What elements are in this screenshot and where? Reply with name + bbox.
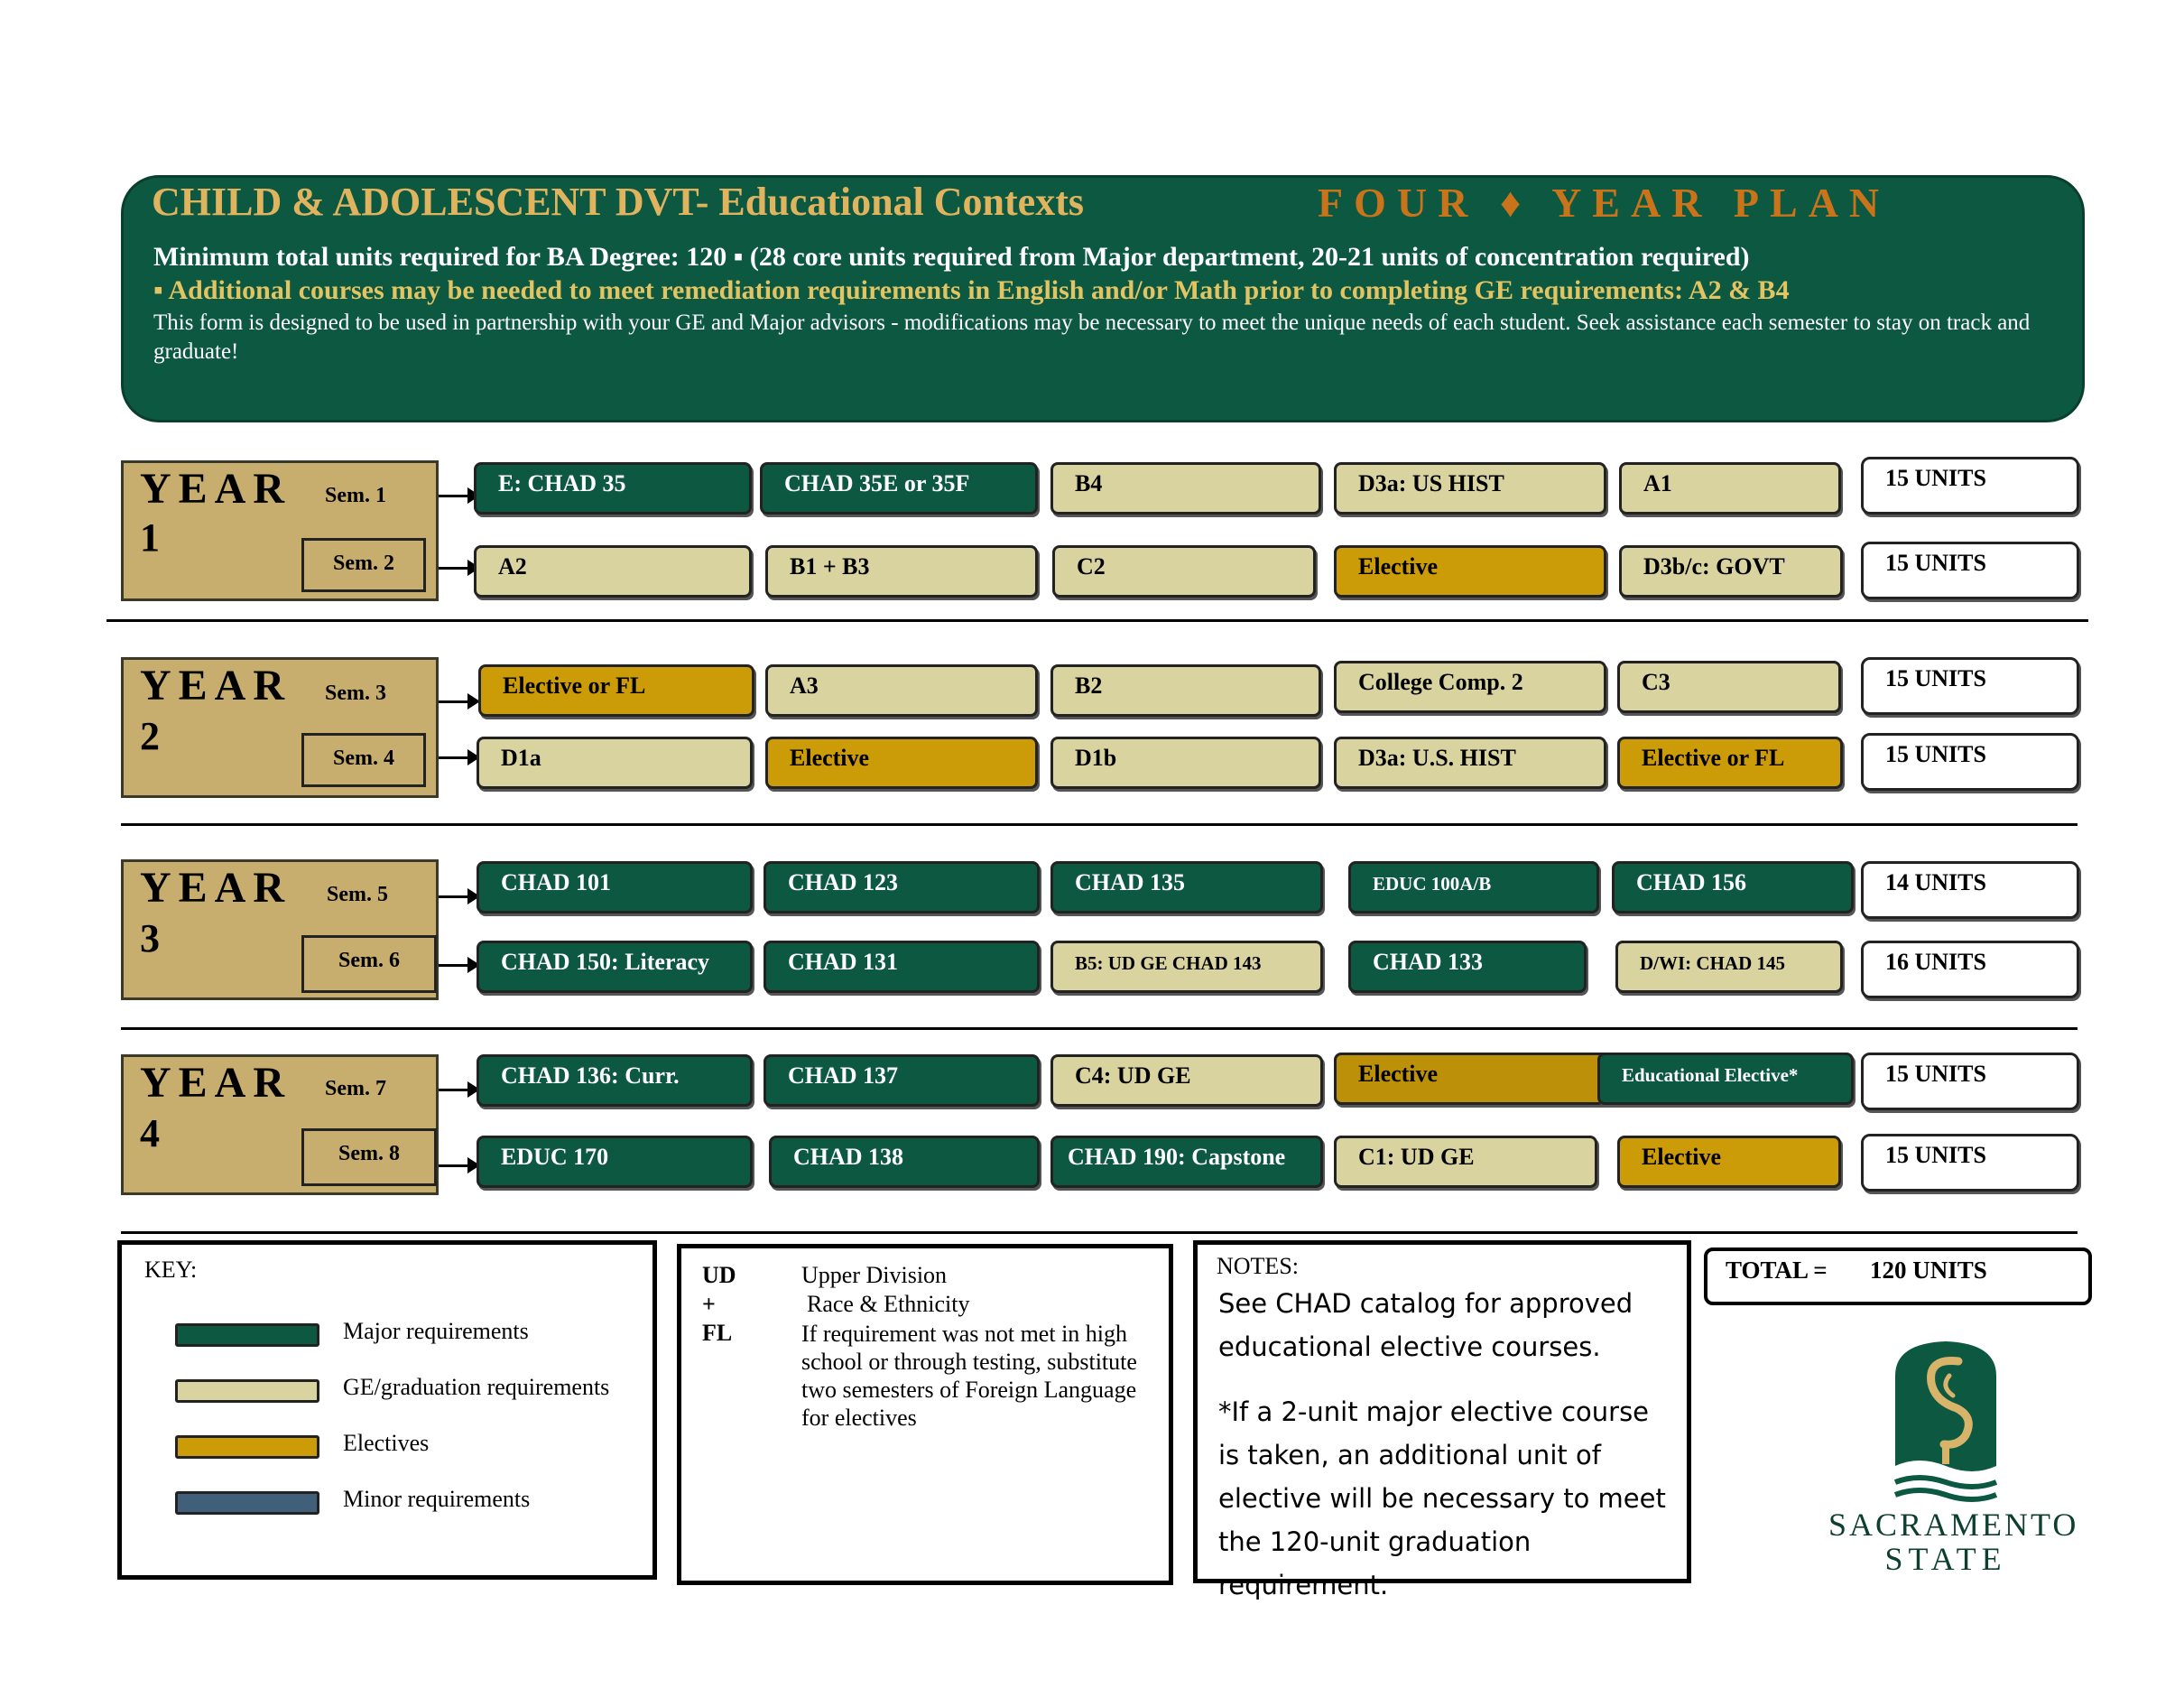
course-cell: EDUC 170: [477, 1136, 753, 1188]
course-cell: D1b: [1050, 737, 1321, 789]
course-cell: D3a: U.S. HIST: [1334, 737, 1606, 789]
sacramento-state-logo-icon: [1892, 1340, 2000, 1506]
units-cell: 15 UNITS: [1861, 542, 2079, 599]
course-cell: A3: [765, 664, 1038, 717]
key-swatch-ge: [175, 1379, 319, 1403]
units-cell: 15 UNITS: [1861, 657, 2079, 715]
divider: [121, 1027, 2078, 1030]
units-cell: 14 UNITS: [1861, 861, 2079, 919]
arrow-icon: [439, 1089, 475, 1091]
plan-title: FOUR ♦ YEAR PLAN: [1318, 180, 1891, 226]
course-cell: CHAD 137: [763, 1054, 1040, 1107]
year-number: 3: [140, 916, 160, 960]
semester-label: Sem. 2: [301, 538, 426, 592]
course-cell: Elective: [1617, 1136, 1841, 1188]
arrow-icon: [439, 964, 475, 967]
key-box: [117, 1240, 657, 1580]
divider: [121, 823, 2078, 826]
course-cell: Elective or FL: [478, 664, 754, 717]
course-cell: C3: [1617, 661, 1841, 713]
key-swatch-major: [175, 1323, 319, 1347]
logo-text-line1: SACRAMENTO: [1828, 1507, 2079, 1543]
divider: [106, 619, 2088, 622]
course-cell: CHAD 190: Capstone: [1050, 1136, 1323, 1188]
arrow-icon: [439, 700, 475, 703]
course-cell: CHAD 101: [477, 861, 753, 914]
semester-label: Sem. 7: [325, 1077, 386, 1100]
course-cell: CHAD 131: [763, 941, 1040, 993]
key-swatch-electives: [175, 1435, 319, 1459]
key-title: KEY:: [144, 1257, 198, 1283]
key-label: Electives: [343, 1430, 430, 1456]
course-cell: CHAD 156: [1612, 861, 1854, 914]
arrow-icon: [439, 1164, 475, 1167]
header-advisor-note: This form is designed to be used in partnership with your GE and Major advisors - modifications may be necessary to meet the unique needs of each student. Seek assistance each semester to stay on track and graduate!: [153, 311, 2031, 364]
units-cell: 15 UNITS: [1861, 1134, 2079, 1192]
course-cell: Elective: [765, 737, 1038, 789]
semester-label: Sem. 6: [301, 935, 437, 993]
units-cell: 15 UNITS: [1861, 457, 2079, 515]
course-cell: C4: UD GE: [1050, 1054, 1323, 1107]
course-cell: CHAD 35E or 35F: [760, 462, 1038, 515]
course-cell: B5: UD GE CHAD 143: [1050, 941, 1323, 993]
abbrev-definition: Upper Division: [801, 1262, 948, 1288]
arrow-icon: [439, 895, 475, 898]
course-cell: B4: [1050, 462, 1321, 515]
key-swatch-minor: [175, 1491, 319, 1515]
semester-label: Sem. 1: [325, 484, 386, 507]
units-cell: 15 UNITS: [1861, 733, 2079, 791]
year-label: YEAR: [140, 465, 292, 513]
course-cell: CHAD 133: [1348, 941, 1587, 993]
year-number: 1: [140, 515, 160, 560]
course-cell: A2: [474, 545, 752, 598]
course-cell: D3b/c: GOVT: [1619, 545, 1843, 598]
arrow-icon: [439, 495, 475, 497]
semester-label: Sem. 8: [301, 1128, 437, 1186]
course-cell: Elective or FL: [1617, 737, 1843, 789]
course-cell: B2: [1050, 664, 1321, 717]
abbrev-term: UD: [702, 1262, 736, 1288]
course-cell: Elective: [1334, 1053, 1614, 1105]
abbrev-term: FL: [702, 1320, 733, 1346]
arrow-icon: [439, 756, 475, 759]
semester-label: Sem. 3: [325, 682, 386, 705]
year-number: 2: [140, 714, 160, 758]
semester-label: Sem. 5: [327, 883, 388, 906]
abbrev-definition: Race & Ethnicity: [807, 1291, 970, 1317]
course-cell: C2: [1052, 545, 1316, 598]
course-cell: CHAD 150: Literacy: [477, 941, 753, 993]
year-number: 4: [140, 1111, 160, 1155]
notes-title: NOTES:: [1217, 1253, 1299, 1279]
course-cell: D1a: [477, 737, 753, 789]
semester-label: Sem. 4: [301, 733, 426, 787]
units-cell: 16 UNITS: [1861, 941, 2079, 998]
course-cell: E: CHAD 35: [474, 462, 752, 515]
abbrev-term: +: [702, 1291, 716, 1317]
course-cell: C1: UD GE: [1334, 1136, 1597, 1188]
course-cell: Elective: [1334, 545, 1606, 598]
units-cell: 15 UNITS: [1861, 1053, 2079, 1110]
course-cell: D3a: US HIST: [1334, 462, 1606, 515]
year-label: YEAR: [140, 1059, 292, 1107]
logo-text-line2: STATE: [1884, 1541, 2007, 1577]
course-cell: CHAD 138: [769, 1136, 1040, 1188]
page-title: CHILD & ADOLESCENT DVT- Educational Contexts: [152, 180, 1084, 224]
notes-paragraph: See CHAD catalog for approved educational elective courses.: [1218, 1288, 1633, 1362]
year-label: YEAR: [140, 662, 292, 710]
key-label: Major requirements: [343, 1318, 529, 1344]
course-cell: EDUC 100A/B: [1348, 861, 1599, 914]
total-value: 120 UNITS: [1870, 1257, 1987, 1284]
header-units-line: Minimum total units required for BA Degree: 120 ▪ (28 core units required from Major department, 20-21 units of concentration required): [153, 242, 1750, 272]
course-cell: CHAD 136: Curr.: [477, 1054, 753, 1107]
course-cell: B1 + B3: [765, 545, 1038, 598]
course-cell: CHAD 135: [1050, 861, 1323, 914]
course-cell: A1: [1619, 462, 1841, 515]
total-label: TOTAL =: [1726, 1257, 1828, 1284]
notes-paragraph: *If a 2-unit major elective course is taken, an additional unit of elective will be necessary to meet the 120-unit graduation requirement.: [1218, 1396, 1666, 1600]
course-cell: CHAD 123: [763, 861, 1040, 914]
abbrev-definition: If requirement was not met in high school or through testing, substitute two semesters of Foreign Language for electives: [801, 1321, 1137, 1431]
course-cell: D/WI: CHAD 145: [1615, 941, 1843, 993]
key-label: GE/graduation requirements: [343, 1374, 610, 1400]
arrow-icon: [439, 567, 475, 570]
course-cell: College Comp. 2: [1334, 661, 1606, 713]
divider: [121, 1231, 2078, 1234]
key-label: Minor requirements: [343, 1486, 531, 1512]
year-label: YEAR: [140, 864, 292, 912]
header-remediation-line: ▪ Additional courses may be needed to meet remediation requirements in English and/or Math prior to completing GE requirements: A2 & B4: [153, 275, 1790, 305]
course-cell: Educational Elective*: [1597, 1053, 1854, 1105]
